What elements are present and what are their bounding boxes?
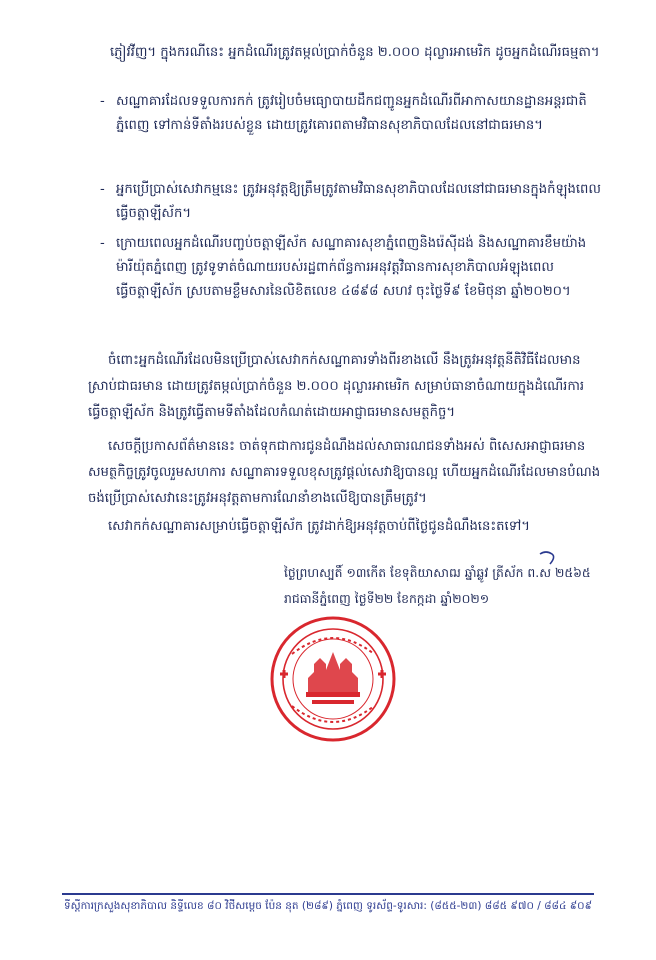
solar-date: រាជធានីភ្នំពេញ ថ្ងៃទី២២ ខែកក្កដា ឆ្នាំ២០២១ [284, 591, 490, 606]
lead-paragraph: ភ្ញៀវវីញ។ ក្នុងករណីនេះ អ្នកដំណើរត្រូវតម្កល់ប្រាក់ចំនួន ២.០០០ ដុល្លារអាមេរិក ដូចអ្នកដំណើរធម្មតា។ [110, 45, 600, 60]
lunar-date: ថ្ងៃព្រហស្បតិ៍ ១៣កើត ខែទុតិយាសាឍ ឆ្នាំឆ្លូវ ត្រីស័ក ព.ស ២៥៦៥ [284, 565, 591, 580]
ministry-seal-icon [268, 614, 398, 744]
bullet-text: អ្នកប្រើប្រាស់សេវាកម្មនេះ ត្រូវអនុវត្តឱ្យត្រឹមត្រូវតាមវិធានសុខាភិបាលដែលនៅជាធរមានក្នុងកំឡុងពេលធ្វើចត្តាឡីស័ក។ [116, 182, 601, 221]
footer-divider [62, 893, 594, 895]
bullet-dash: - [100, 236, 105, 251]
body-paragraph-2: សេចក្ដីប្រកាសព័ត៌មាននេះ ចាត់ទុកជាការជូនដំណឹងដល់សាធារណជនទាំងអស់ ពិសេសអាជ្ញាធរមានសមត្ថកិច្ចត្រូវចូលរួមសហការ សណ្ឋាគារទទួលខុសត្រូវផ្ដល់សេវាឱ្យបានល្អ ហើយអ្នកដំណើរដែលមានបំណងចង់ប្រើប្រាស់សេវានេះត្រូវអនុវត្តតាមការណែនាំខាងលើឱ្យបានត្រឹមត្រូវ។ [88, 439, 601, 506]
bullet-text: ក្រោយពេលអ្នកដំណើរបញ្ចប់ចត្តាឡីស័ក សណ្ឋាគារសុខាភ្នំពេញនិងរ៉េស៊ីដង់ និងសណ្ឋាគារខឹមយ៉ាងម៉ារីយ៉ុតភ្នំពេញ ត្រូវទូទាត់ចំណាយរបស់រដ្ឋពាក់ព័ន្ធការអនុវត្តវិធានការសុខាភិបាលអំឡុងពេលធ្វើចត្តាឡីស័ក ស្របតាមខ្លឹមសារនៃលិខិតលេខ ៤៨៩៨ សហវ ចុះថ្ងៃទី៩ ខែមិថុនា ឆ្នាំ២០២០។ [116, 236, 587, 299]
bullet-item [100, 178, 610, 226]
signature-mark-icon [538, 548, 560, 568]
bullet-item [100, 232, 610, 304]
bullet-dash: - [100, 94, 105, 109]
body-paragraph-3: សេវាកក់សណ្ឋាគារសម្រាប់ធ្វើចត្តាឡីស័ក ត្រូវដាក់ឱ្យអនុវត្តចាប់ពីថ្ងៃជូនដំណឹងនេះតទៅ។ [108, 519, 530, 534]
bullet-text: សណ្ឋាគារដែលទទួលការកក់ ត្រូវរៀបចំមធ្យោបាយដឹកជញ្ជូនអ្នកដំណើរពីអាកាសយានដ្ឋានអន្តរជាតិភ្នំពេញ ទៅកាន់ទីតាំងរបស់ខ្លួន ដោយត្រូវគោរពតាមវិធានសុខាភិបាលដែលនៅជាធរមាន។ [116, 94, 587, 133]
footer-address: ទីស្តីការក្រសួងសុខាភិបាល និទ្ទីលេខ ៨០ វិថីសម្តេច ប៉ែន នុត (២៨៩) ភ្នំពេញ ទូរស័ព្ទ-ទូរសារ: (៨៥៥-២៣) ៨៨៥ ៩៧០ / ៨៨៤ ៩០៩ [63, 900, 593, 912]
bullet-item [100, 90, 610, 138]
bullet-dash: - [100, 182, 105, 197]
body-paragraph-1: ចំពោះអ្នកដំណើរដែលមិនប្រើប្រាស់សេវាកក់សណ្ឋាគារទាំងពីរខាងលើ នឹងត្រូវអនុវត្តនីតិវិធីដែលមានស្រាប់ជាធរមាន ដោយត្រូវតម្កល់ប្រាក់ចំនួន ២.០០០ ដុល្លារអាមេរិក សម្រាប់ធានាចំណាយក្នុងដំណើរការធ្វើចត្តាឡីស័ក និងត្រូវធ្វើតាមទីតាំងដែលកំណត់ដោយអាជ្ញាធរមានសមត្ថកិច្ច។ [88, 353, 585, 420]
